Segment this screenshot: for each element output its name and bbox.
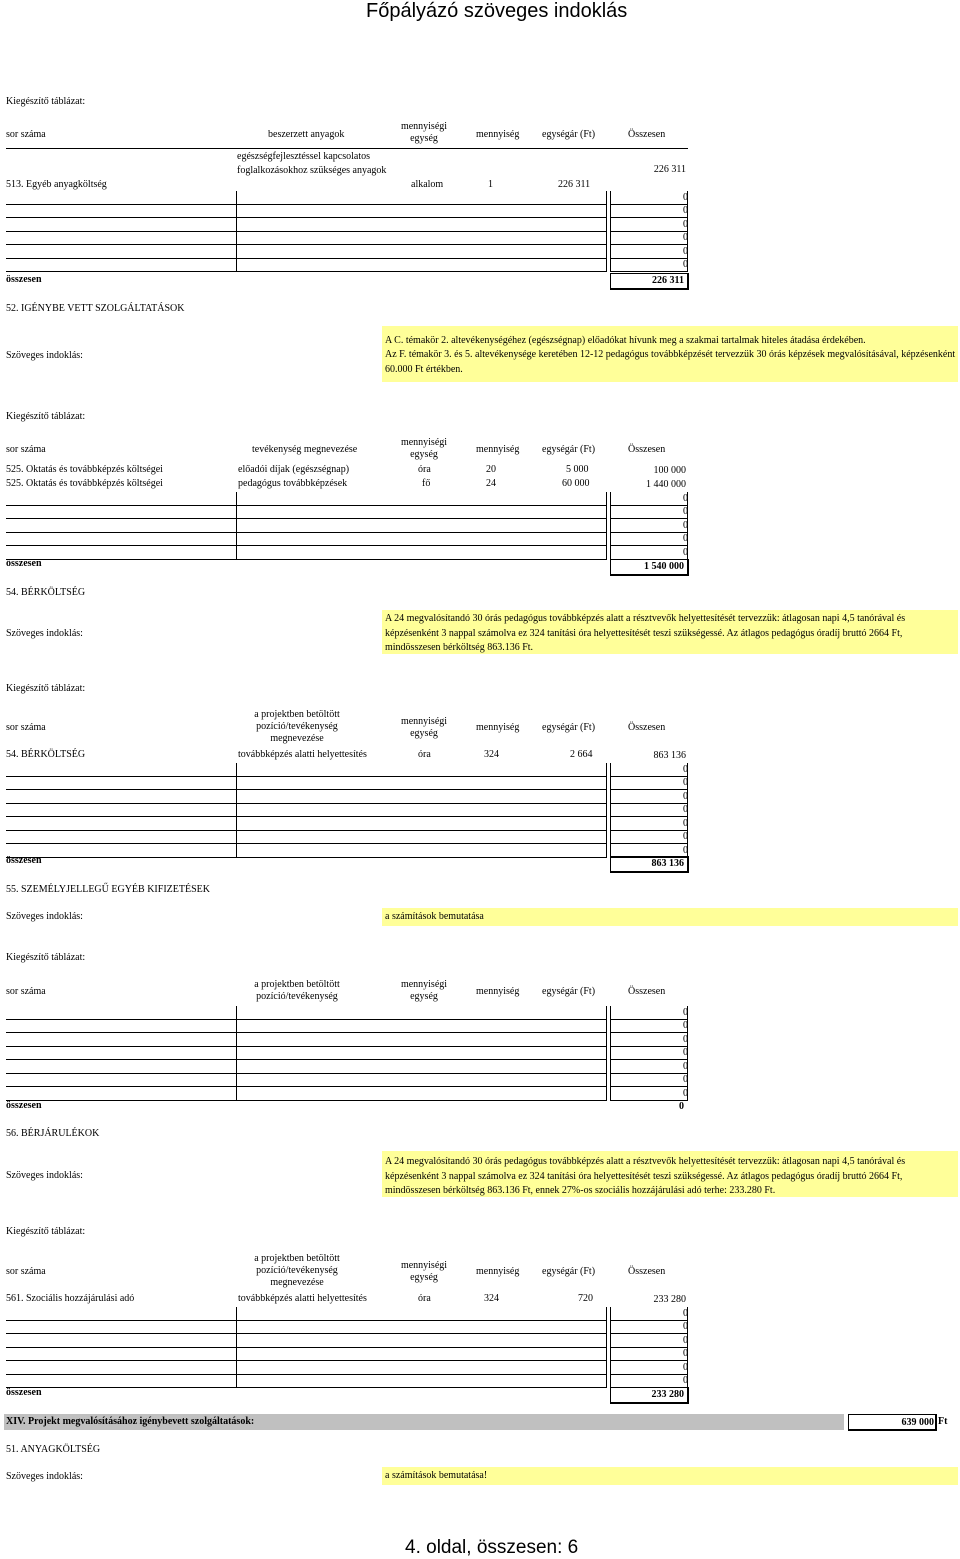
col-rule <box>606 804 607 818</box>
total-value: 0 <box>683 245 688 257</box>
sum-label: összesen <box>6 1387 42 1398</box>
sum-label: összesen <box>6 855 42 866</box>
col-rule <box>606 831 607 845</box>
section-56-title: 56. BÉRJÁRULÉKOK <box>6 1128 100 1139</box>
row-qty: 324 <box>484 1293 499 1304</box>
row-qty: 1 <box>488 179 493 190</box>
kiegeszito-label: Kiegészítő táblázat: <box>6 96 86 107</box>
row-name: egészségfejlesztéssel kapcsolatos foglalkozásokhoz szükséges anyagok <box>237 151 387 176</box>
sum-value: 233 280 <box>651 1389 684 1400</box>
total-value: 0 <box>683 519 688 531</box>
row-code: 54. BÉRKÖLTSÉG <box>6 749 86 760</box>
table-row <box>6 1087 688 1101</box>
row-qty: 24 <box>486 478 496 489</box>
header-mennyiseg: mennyiség <box>476 1266 520 1277</box>
kiegeszito-label: Kiegészítő táblázat: <box>6 1226 86 1237</box>
col-rule <box>236 763 237 777</box>
sum-label: összesen <box>6 274 42 285</box>
row-price: 60 000 <box>562 478 590 489</box>
col-rule <box>606 1060 607 1074</box>
col-rule <box>236 232 237 246</box>
row-name: pedagógus továbbképzések <box>238 478 348 489</box>
table-row <box>6 817 688 831</box>
col-rule <box>606 1334 607 1348</box>
col-rule <box>236 817 237 831</box>
section-52-title: 52. IGÉNYBE VETT SZOLGÁLTATÁSOK <box>6 303 185 314</box>
col-rule <box>236 1087 237 1101</box>
table-row <box>6 844 688 858</box>
total-value: 0 <box>683 1020 688 1031</box>
col-rule <box>236 831 237 845</box>
total-value: 0 <box>683 844 688 856</box>
section-54-text: A 24 megvalósítandó 30 órás pedagógus továbbképzés alatt a résztvevők helyettesítését tervezzük: átlagosan napi 4,5 tanórával és képzésenként 3 nappal számolva ez 324 tanítási óra helyettesítését teszi szükségessé. Az átlagos pedagógus óradíj bruttó 2664 Ft, mindösszesen bérköltség 863.136 Ft. <box>385 613 906 653</box>
col-rule <box>606 205 607 219</box>
row-name: továbbképzés alatti helyettesítés <box>238 749 367 760</box>
szoveges-label: Szöveges indoklás: <box>6 1170 83 1181</box>
kiegeszito-label: Kiegészítő táblázat: <box>6 683 86 694</box>
row-total: 1 440 000 <box>646 479 686 490</box>
table-row <box>6 245 688 259</box>
col-rule <box>236 205 237 219</box>
table-row <box>6 218 688 232</box>
table-row <box>6 1361 688 1375</box>
total-value: 0 <box>683 1334 688 1346</box>
kiegeszito-label: Kiegészítő táblázat: <box>6 411 86 422</box>
total-value: 0 <box>683 232 688 243</box>
total-value: 0 <box>683 259 688 270</box>
sum-value: 226 311 <box>652 275 684 286</box>
total-value: 0 <box>683 191 688 203</box>
sum-label: összesen <box>6 1100 42 1111</box>
table-row <box>6 1375 688 1389</box>
header-sor-szama: sor száma <box>6 1266 46 1277</box>
col-rule <box>236 1361 237 1375</box>
header-egysegar: egységár (Ft) <box>542 129 596 140</box>
sum-value: 0 <box>679 1101 684 1112</box>
row-unit: óra <box>418 1293 431 1304</box>
row-name: előadói díjak (egészségnap) <box>238 464 350 475</box>
section-55-title: 55. SZEMÉLYJELLEGŰ EGYÉB KIFIZETÉSEK <box>6 884 210 895</box>
table-row <box>6 1047 688 1061</box>
table-row <box>6 191 688 205</box>
header-egysegar: egységár (Ft) <box>542 1266 596 1277</box>
header-egysegar: egységár (Ft) <box>542 722 596 733</box>
header-osszesen: Összesen <box>628 1266 666 1277</box>
szoveges-label: Szöveges indoklás: <box>6 911 83 922</box>
header-mennyisegi-egyseg: mennyiségi egység <box>400 437 448 460</box>
table-row <box>6 259 688 273</box>
table-row <box>6 205 688 219</box>
total-value: 0 <box>683 1361 688 1373</box>
table-row <box>6 1006 688 1020</box>
col-rule <box>606 245 607 259</box>
page-footer: 4. oldal, összesen: 6 <box>405 1537 579 1558</box>
xiv-value: 639 000 <box>901 1417 934 1428</box>
header-rule <box>6 148 688 149</box>
sum-value: 1 540 000 <box>644 561 684 572</box>
table-row <box>6 1307 688 1321</box>
section-52-text1: A C. témakör 2. altevékenységéhez (egészségnap) előadókat hívunk meg a szakmai tartalmak hiteles átadása érdekében. <box>385 335 866 346</box>
total-value: 0 <box>683 492 688 504</box>
page-title: Főpályázó szöveges indoklás <box>366 0 628 22</box>
col-rule <box>236 844 237 858</box>
szoveges-label: Szöveges indoklás: <box>6 350 83 361</box>
total-value: 0 <box>683 763 688 775</box>
col-rule <box>236 1047 237 1061</box>
col-rule <box>236 519 237 533</box>
total-value: 0 <box>683 533 688 544</box>
header-osszesen: Összesen <box>628 444 666 455</box>
row-unit: óra <box>418 749 431 760</box>
total-value: 0 <box>683 1060 688 1072</box>
header-col2: beszerzett anyagok <box>268 129 345 140</box>
section-55-text: a számítások bemutatása <box>385 911 484 922</box>
total-value: 0 <box>683 205 688 216</box>
row-rule <box>6 1387 606 1388</box>
col-rule <box>236 533 237 547</box>
table-row <box>6 506 688 520</box>
header-mennyiseg: mennyiség <box>476 129 520 140</box>
total-value: 0 <box>683 1074 688 1085</box>
row-price: 226 311 <box>558 179 591 190</box>
row-rule <box>6 559 606 560</box>
table-row <box>6 804 688 818</box>
row-price: 5 000 <box>566 464 589 475</box>
header-mennyisegi-egyseg: mennyiségi egység <box>400 979 448 1002</box>
col-rule <box>606 1348 607 1362</box>
row-unit: fő <box>422 478 431 489</box>
col-rule <box>236 245 237 259</box>
row-total: 100 000 <box>653 465 686 476</box>
col-rule <box>606 546 607 560</box>
col-rule <box>606 817 607 831</box>
row-code: 525. Oktatás és továbbképzés költségei <box>6 478 163 489</box>
total-value: 0 <box>683 1307 688 1319</box>
header-osszesen: Összesen <box>628 986 666 997</box>
col-rule <box>606 1361 607 1375</box>
col-rule <box>606 191 607 205</box>
col-rule <box>606 1321 607 1335</box>
col-rule <box>606 533 607 547</box>
col-rule <box>236 1334 237 1348</box>
table-row <box>6 1348 688 1362</box>
table-row <box>6 533 688 547</box>
table-row <box>6 1321 688 1335</box>
total-value: 0 <box>683 546 688 558</box>
total-value: 0 <box>683 1321 688 1332</box>
kiegeszito-label: Kiegészítő táblázat: <box>6 952 86 963</box>
row-qty: 324 <box>484 749 499 760</box>
row-rule <box>6 271 606 272</box>
row-unit: óra <box>418 464 431 475</box>
row-unit: alkalom <box>411 179 444 190</box>
total-value: 0 <box>683 1348 688 1359</box>
header-mennyisegi-egyseg: mennyiségi egység <box>400 716 448 739</box>
table-row <box>6 546 688 560</box>
col-rule <box>236 492 237 506</box>
total-value: 0 <box>683 218 688 230</box>
table-row <box>6 232 688 246</box>
total-value: 0 <box>683 1087 688 1099</box>
table-row <box>6 790 688 804</box>
header-mennyisegi-egyseg: mennyiségi egység <box>400 1260 448 1283</box>
col-rule <box>606 218 607 232</box>
col-rule <box>606 844 607 858</box>
header-mennyiseg: mennyiség <box>476 722 520 733</box>
col-rule <box>606 1375 607 1389</box>
section-54-title: 54. BÉRKÖLTSÉG <box>6 587 86 598</box>
header-col2: a projektben betöltött pozíció/tevékenység megnevezése <box>254 1253 340 1288</box>
row-total: 863 136 <box>653 750 686 761</box>
section-51-title: 51. ANYAGKÖLTSÉG <box>6 1444 101 1455</box>
col-rule <box>236 1307 237 1321</box>
row-code: 561. Szociális hozzájárulási adó <box>6 1293 135 1304</box>
table-row <box>6 831 688 845</box>
col-rule <box>606 492 607 506</box>
col-rule <box>236 506 237 520</box>
total-value: 0 <box>683 506 688 517</box>
row-rule <box>6 1100 606 1101</box>
col-rule <box>606 1307 607 1321</box>
header-sor-szama: sor száma <box>6 129 46 140</box>
col-rule <box>236 804 237 818</box>
row-code: 525. Oktatás és továbbképzés költségei <box>6 464 163 475</box>
col-rule <box>236 1348 237 1362</box>
col-rule <box>236 1375 237 1389</box>
header-mennyisegi-egyseg: mennyiségi egység <box>400 121 448 144</box>
total-value: 0 <box>683 777 688 788</box>
szoveges-label: Szöveges indoklás: <box>6 1471 83 1482</box>
row-total: 233 280 <box>653 1294 686 1305</box>
table-row <box>6 492 688 506</box>
col-rule <box>236 790 237 804</box>
table-row <box>6 1334 688 1348</box>
header-sor-szama: sor száma <box>6 722 46 733</box>
col-rule <box>606 790 607 804</box>
header-egysegar: egységár (Ft) <box>542 444 596 455</box>
table-row <box>6 1033 688 1047</box>
col-rule <box>606 1047 607 1061</box>
total-value: 0 <box>683 1006 688 1018</box>
sum-label: összesen <box>6 558 42 569</box>
row-qty: 20 <box>486 464 496 475</box>
section-51-text: a számítások bemutatása! <box>385 1470 488 1481</box>
table-row <box>6 777 688 791</box>
row-price: 720 <box>578 1293 593 1304</box>
col-rule <box>236 1060 237 1074</box>
col-rule <box>236 259 237 273</box>
header-sor-szama: sor száma <box>6 444 46 455</box>
row-name: továbbképzés alatti helyettesítés <box>238 1293 367 1304</box>
total-value: 0 <box>683 1047 688 1058</box>
header-col2: tevékenység megnevezése <box>252 444 358 455</box>
col-rule <box>606 1087 607 1101</box>
col-rule <box>236 218 237 232</box>
col-rule <box>606 1020 607 1034</box>
table-row <box>6 1060 688 1074</box>
col-rule <box>236 1020 237 1034</box>
header-col2: a projektben betöltött pozíció/tevékenység megnevezése <box>254 709 340 744</box>
row-total: 226 311 <box>653 164 686 175</box>
row-rule <box>6 857 606 858</box>
section-56-text: A 24 megvalósítandó 30 órás pedagógus továbbképzés alatt a résztvevők helyettesítését tervezzük: átlagosan napi 4,5 tanórával és képzésenként 3 nappal számolva ez 324 tanítási óra helyettesítését teszi szükségessé. Az átlagos pedagógus óradíj bruttó 2664 Ft, mindösszesen bérköltség 863.136 Ft, ennek 27%-os szociális hozzájárulási adó terhe: 233.280 Ft. <box>385 1156 906 1196</box>
header-col2: a projektben betöltött pozíció/tevékenység <box>254 979 340 1002</box>
col-rule <box>606 1033 607 1047</box>
total-value: 0 <box>683 817 688 829</box>
table-row <box>6 519 688 533</box>
table-row <box>6 1074 688 1088</box>
total-value: 0 <box>683 790 688 802</box>
row-code: 513. Egyéb anyagköltség <box>6 179 107 190</box>
header-sor-szama: sor száma <box>6 986 46 997</box>
col-rule <box>606 232 607 246</box>
section-52-text2: Az F. témakör 3. és 5. altevékenysége keretében 12-12 pedagógus továbbképzését tervezzük 30 órás képzések megvalósításával, képzésenként 60.000 Ft értékben. <box>385 349 956 375</box>
header-mennyiseg: mennyiség <box>476 444 520 455</box>
col-rule <box>606 763 607 777</box>
header-mennyiseg: mennyiség <box>476 986 520 997</box>
header-osszesen: Összesen <box>628 722 666 733</box>
col-rule <box>606 506 607 520</box>
col-rule <box>606 1074 607 1088</box>
col-rule <box>236 546 237 560</box>
szoveges-label: Szöveges indoklás: <box>6 628 83 639</box>
col-rule <box>606 519 607 533</box>
table-row <box>6 1020 688 1034</box>
col-rule <box>236 777 237 791</box>
table-row <box>6 763 688 777</box>
xiv-unit: Ft <box>938 1416 948 1427</box>
total-value: 0 <box>683 1375 688 1386</box>
xiv-label: XIV. Projekt megvalósításához igénybevett szolgáltatások: <box>6 1416 255 1427</box>
col-rule <box>606 259 607 273</box>
col-rule <box>236 191 237 205</box>
row-price: 2 664 <box>570 749 593 760</box>
col-rule <box>236 1033 237 1047</box>
col-rule <box>606 1006 607 1020</box>
col-rule <box>606 777 607 791</box>
total-value: 0 <box>683 831 688 842</box>
col-rule <box>236 1321 237 1335</box>
total-value: 0 <box>683 1033 688 1045</box>
total-value: 0 <box>683 804 688 815</box>
col-rule <box>236 1006 237 1020</box>
col-rule <box>236 1074 237 1088</box>
header-osszesen: Összesen <box>628 129 666 140</box>
sum-value: 863 136 <box>651 858 684 869</box>
header-egysegar: egységár (Ft) <box>542 986 596 997</box>
